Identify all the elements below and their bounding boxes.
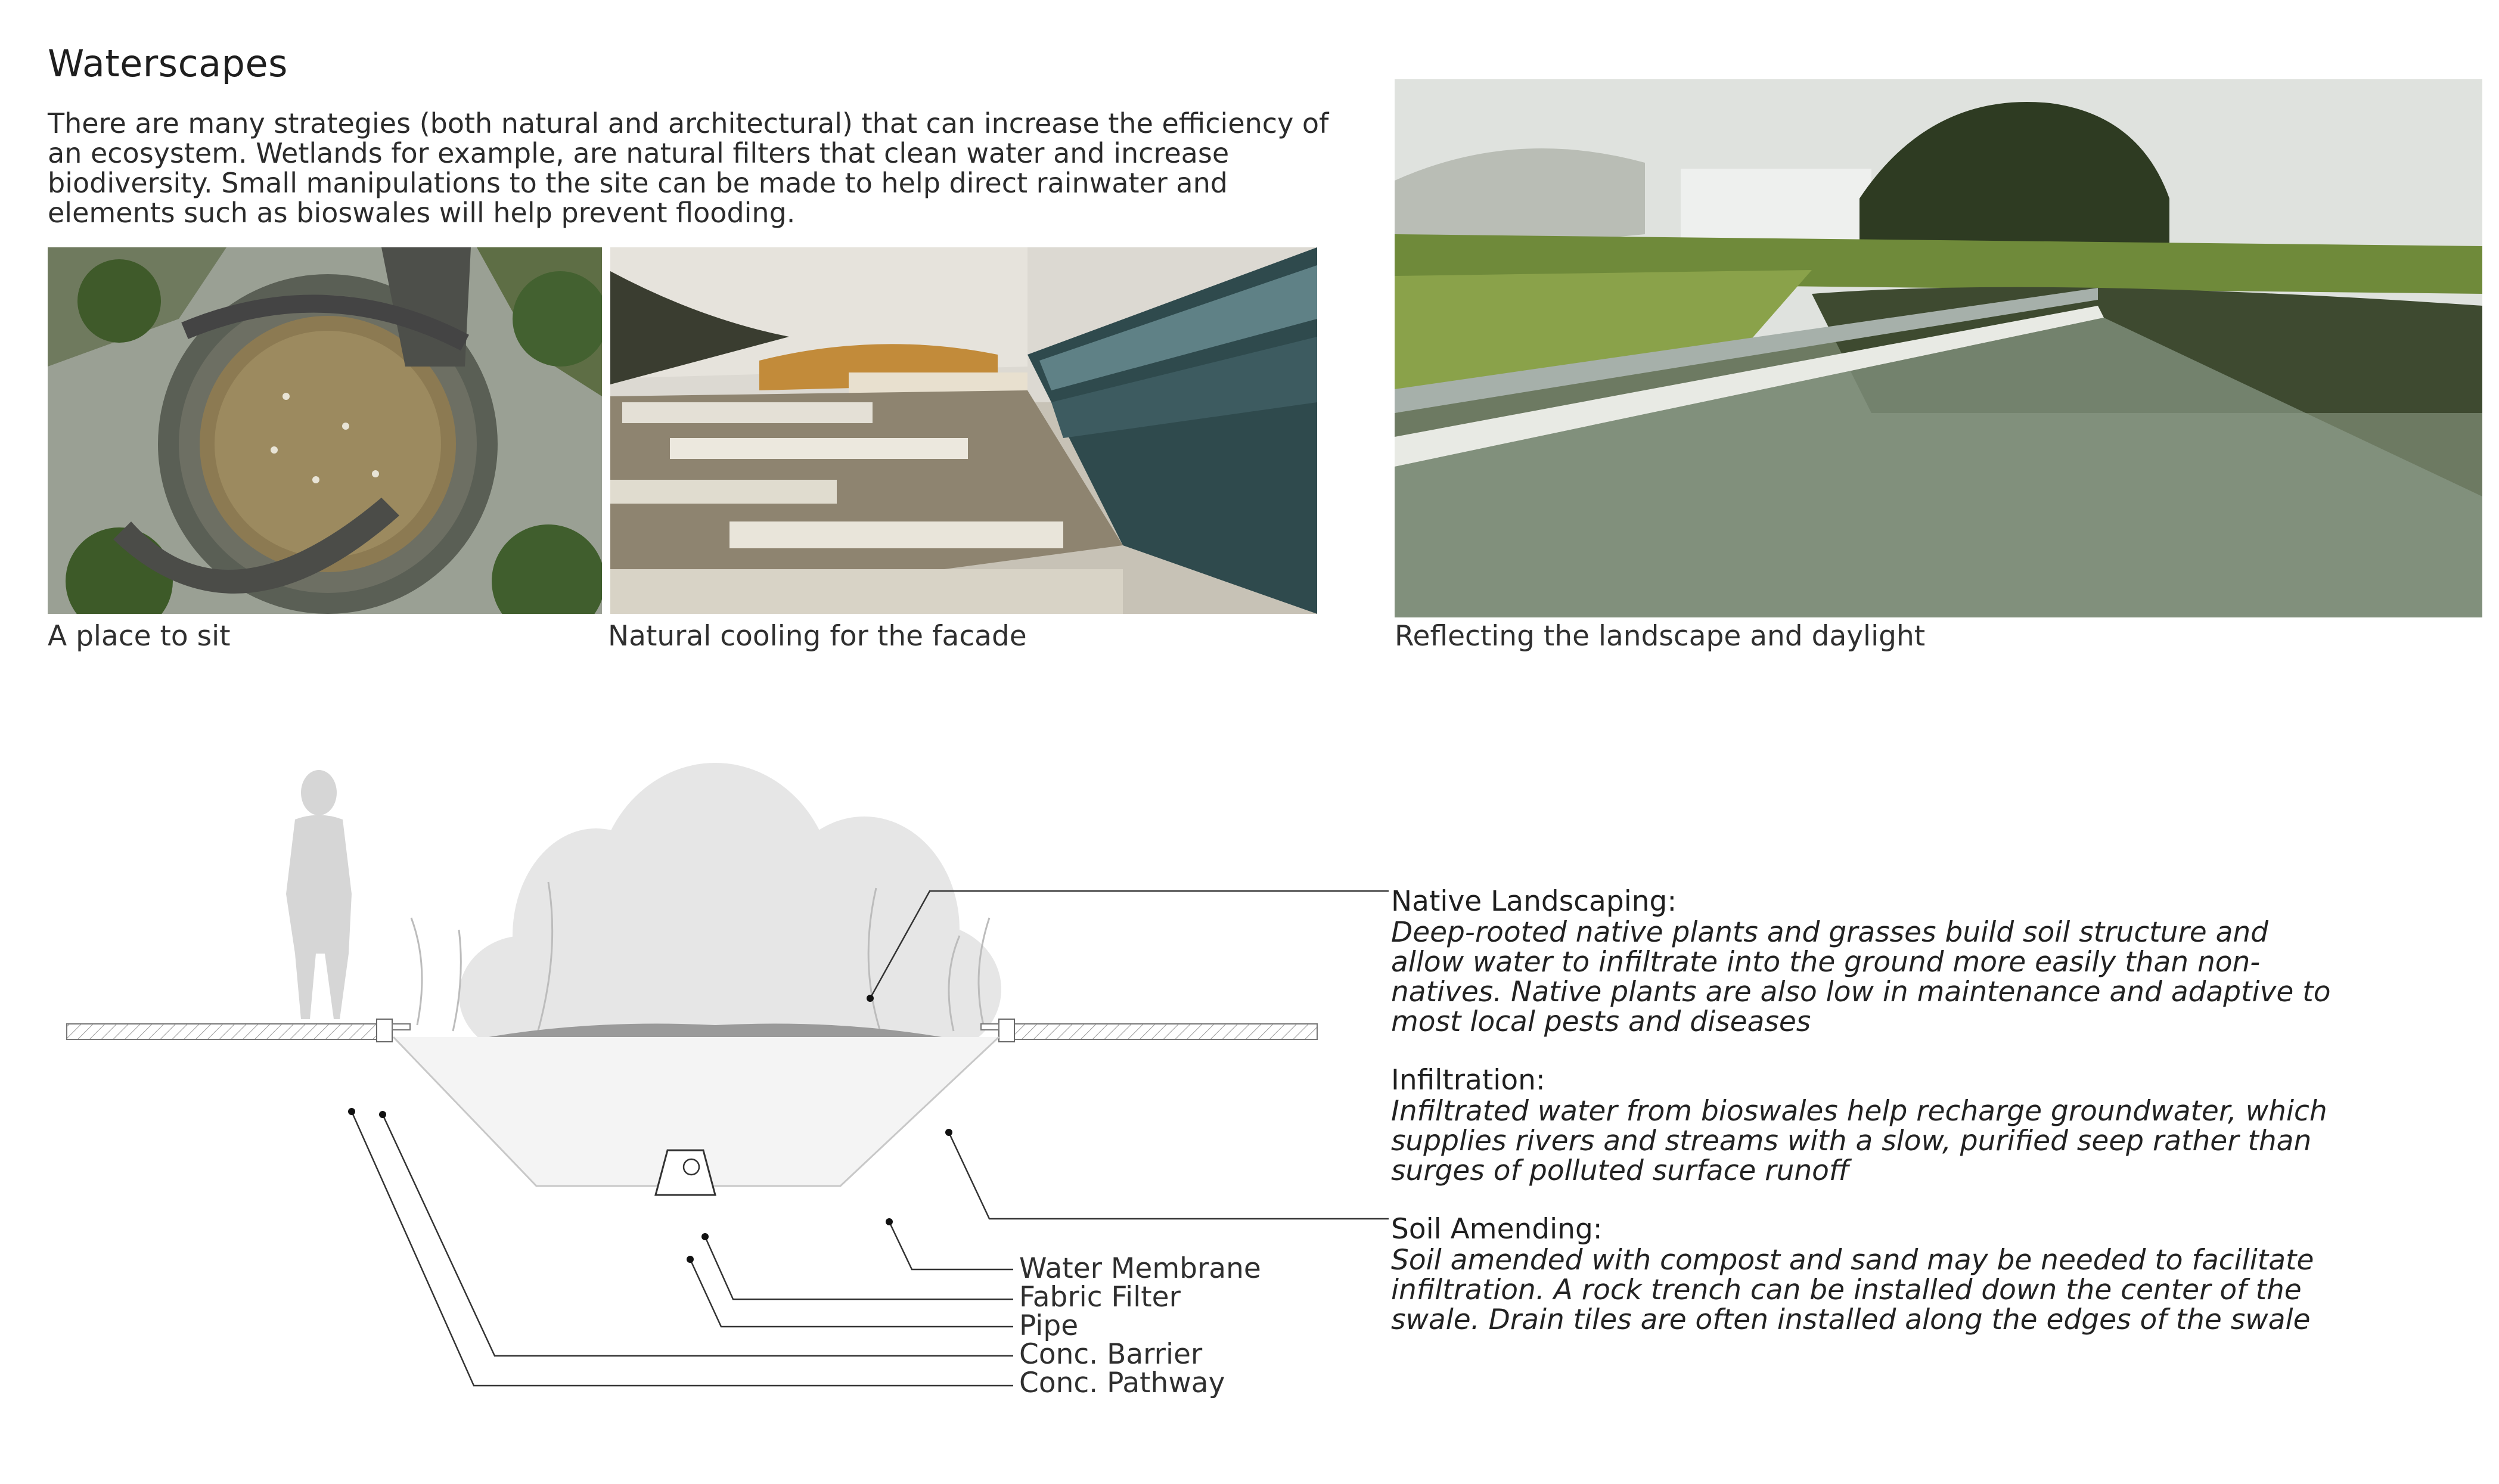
annotation-body: Soil amended with compost and sand may be needed to facilitate infiltration. A rock trench can be installed down the center of the swale. Drain tiles are often installed along the edges of the swale <box>1391 1244 2314 1336</box>
caption-facade-cooling: Natural cooling for the facade <box>608 620 1027 653</box>
intro-paragraph: There are many strategies (both natural and architectural) that can increase the efficiency of an ecosystem. Wetlands for example, are natural filters that clean water and increase biodiversity. Small manipulations to the site can be made to help direct rainwater and elements such as bioswales will help prevent flooding. <box>48 107 1329 229</box>
annotation-native-landscaping <box>1391 885 2345 1037</box>
photo-facade-cooling <box>610 247 1317 614</box>
caption-seating-plaza: A place to sit <box>48 620 231 653</box>
caption-reflecting-pool: Reflecting the landscape and daylight <box>1395 620 1926 653</box>
conc-pathway-left <box>67 1024 377 1039</box>
photo-reflecting-pool <box>1395 79 2482 617</box>
legend-pipe: Pipe <box>1019 1309 1079 1342</box>
reflecting-pool-image <box>1395 79 2482 617</box>
legend-conc-barrier: Conc. Barrier <box>1019 1338 1203 1371</box>
facade-cooling-image <box>610 247 1317 614</box>
page-title: Waterscapes <box>48 42 288 85</box>
legend-fabric-filter: Fabric Filter <box>1019 1281 1181 1314</box>
conc-barrier-left <box>377 1019 392 1042</box>
annotation-infiltration <box>1391 1064 2345 1186</box>
legend-conc-pathway: Conc. Pathway <box>1019 1367 1225 1399</box>
annotation-body: Deep-rooted native plants and grasses build soil structure and allow water to infiltrate into the ground more easily than non-natives. Native plants are also low in maintenance and adaptive to most local pests and diseases <box>1391 916 2331 1038</box>
photo-seating-plaza <box>48 247 602 614</box>
annotation-title: Native Landscaping: <box>1391 885 1677 918</box>
annotation-title: Soil Amending: <box>1391 1213 1603 1246</box>
legend-water-membrane: Water Membrane <box>1019 1252 1261 1285</box>
seating-plaza-image <box>48 247 602 614</box>
annotation-soil-amending <box>1391 1213 2345 1335</box>
annotation-title: Infiltration: <box>1391 1064 1545 1097</box>
native-planting <box>459 763 1001 1061</box>
bioswale-section-diagram <box>0 739 1407 1418</box>
human-silhouette <box>286 770 352 1019</box>
conc-pathway-right <box>1014 1024 1317 1039</box>
annotation-body: Infiltrated water from bioswales help recharge groundwater, which supplies rivers and streams with a slow, purified seep rather than surges of polluted surface runoff <box>1391 1095 2327 1187</box>
conc-barrier-right <box>999 1019 1014 1042</box>
